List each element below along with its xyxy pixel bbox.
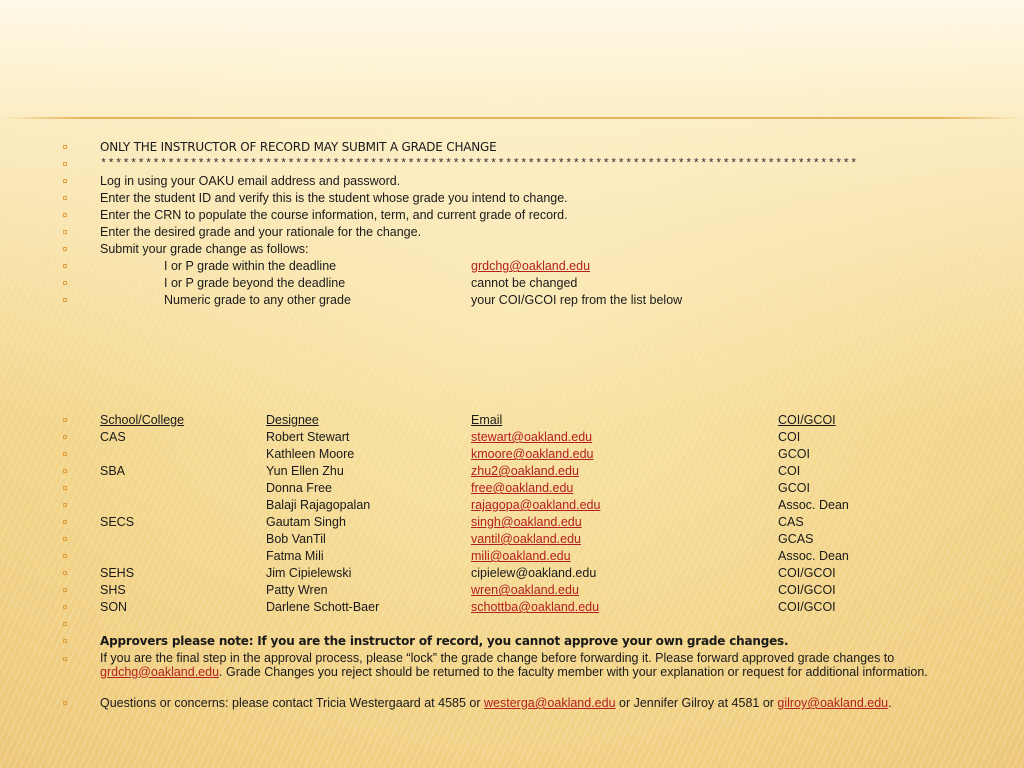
table-cell-school: CAS	[100, 430, 126, 444]
table-cell-designee: Donna Free	[266, 481, 333, 495]
page-title: ONLY THE INSTRUCTOR OF RECORD MAY SUBMIT A GRADE CHANGE	[100, 140, 497, 154]
westerga-email-link[interactable]: westerga@oakland.edu	[484, 696, 616, 710]
bullet-icon: ¤	[62, 534, 68, 544]
final-step-paragraph	[100, 652, 970, 679]
rule-case: I or P grade within the deadline	[164, 259, 337, 273]
bullet-icon: ¤	[62, 210, 68, 220]
table-header-designee: Designee	[266, 413, 319, 427]
table-cell-role: GCOI	[778, 481, 810, 495]
step-item: Enter the desired grade and your rationale for the change.	[100, 225, 422, 239]
table-cell-designee: Kathleen Moore	[266, 447, 355, 461]
table-cell-role: COI/GCOI	[778, 583, 836, 597]
table-cell-email: cipielew@oakland.edu	[471, 566, 597, 580]
rule-case: I or P grade beyond the deadline	[164, 276, 346, 290]
step-item: Enter the CRN to populate the course information, term, and current grade of record.	[100, 208, 568, 222]
bullet-icon: ¤	[62, 698, 68, 708]
table-cell-designee: Patty Wren	[266, 583, 328, 597]
bullet-icon: ¤	[62, 602, 68, 612]
bullet-icon: ¤	[62, 619, 68, 629]
table-cell-designee: Yun Ellen Zhu	[266, 464, 344, 478]
table-cell-school: SBA	[100, 464, 126, 478]
table-cell-role: COI/GCOI	[778, 566, 836, 580]
table-cell-designee: Fatma Mili	[266, 549, 324, 563]
table-cell-designee: Robert Stewart	[266, 430, 350, 444]
table-cell-email-link[interactable]: stewart@oakland.edu	[471, 430, 593, 444]
table-cell-designee: Bob VanTil	[266, 532, 326, 546]
table-cell-designee: Balaji Rajagopalan	[266, 498, 371, 512]
bullet-icon: ¤	[62, 449, 68, 459]
bullet-icon: ¤	[62, 636, 68, 646]
table-cell-email-link[interactable]: singh@oakland.edu	[471, 515, 582, 529]
table-cell-designee: Jim Cipielewski	[266, 566, 352, 580]
table-cell-school: SEHS	[100, 566, 135, 580]
step-item: Submit your grade change as follows:	[100, 242, 309, 256]
final-step-text: If you are the final step in the approval process, please “lock” the grade change before forwarding it. Please forward approved grade changes to	[100, 651, 895, 665]
bullet-icon: ¤	[62, 244, 68, 254]
bullet-icon: ¤	[62, 278, 68, 288]
bullet-icon: ¤	[62, 568, 68, 578]
step-item: Enter the student ID and verify this is the student whose grade you intend to change.	[100, 191, 568, 205]
table-cell-role: Assoc. Dean	[778, 498, 849, 512]
table-cell-email-link[interactable]: wren@oakland.edu	[471, 583, 579, 597]
table-header-role: COI/GCOI	[778, 413, 836, 427]
bullet-icon: ¤	[62, 585, 68, 595]
table-cell-role: GCOI	[778, 447, 810, 461]
table-cell-designee: Darlene Schott-Baer	[266, 600, 380, 614]
table-cell-email-link[interactable]: rajagopa@oakland.edu	[471, 498, 601, 512]
bullet-icon: ¤	[62, 142, 68, 152]
table-cell-email-link[interactable]: schottba@oakland.edu	[471, 600, 600, 614]
step-item: Log in using your OAKU email address and password.	[100, 174, 401, 188]
table-cell-email-link[interactable]: mili@oakland.edu	[471, 549, 571, 563]
bullet-icon: ¤	[62, 159, 68, 169]
table-cell-role: GCAS	[778, 532, 814, 546]
table-cell-school: SECS	[100, 515, 135, 529]
table-cell-email-link[interactable]: free@oakland.edu	[471, 481, 574, 495]
table-cell-role: COI/GCOI	[778, 600, 836, 614]
table-cell-school: SON	[100, 600, 128, 614]
table-header-email: Email	[471, 413, 503, 427]
table-header-school: School/College	[100, 413, 185, 427]
bullet-icon: ¤	[62, 193, 68, 203]
bullet-icon: ¤	[62, 654, 68, 664]
bullet-icon: ¤	[62, 432, 68, 442]
table-cell-role: CAS	[778, 515, 804, 529]
gilroy-email-link[interactable]: gilroy@oakland.edu	[777, 696, 889, 710]
bullet-icon: ¤	[62, 517, 68, 527]
questions-text: or Jennifer Gilroy at 4581 or	[615, 696, 778, 710]
bullet-icon: ¤	[62, 500, 68, 510]
table-cell-email-link[interactable]: kmoore@oakland.edu	[471, 447, 594, 461]
questions-text: .	[888, 696, 892, 710]
bullet-icon: ¤	[62, 483, 68, 493]
table-cell-role: COI	[778, 464, 801, 478]
table-cell-role: Assoc. Dean	[778, 549, 849, 563]
rule-action: cannot be changed	[471, 276, 578, 290]
table-cell-school: SHS	[100, 583, 126, 597]
final-step-text: . Grade Changes you reject should be returned to the faculty member with your explanation or request for additional information.	[219, 664, 928, 679]
bullet-icon: ¤	[62, 176, 68, 186]
questions-paragraph	[100, 696, 892, 710]
bullet-icon: ¤	[62, 227, 68, 237]
table-cell-email-link[interactable]: vantil@oakland.edu	[471, 532, 581, 546]
bullet-icon: ¤	[62, 261, 68, 271]
questions-text: Questions or concerns: please contact Tricia Westergaard at 4585 or	[100, 696, 484, 710]
grdchg-email-link[interactable]: grdchg@oakland.edu	[100, 664, 220, 679]
table-cell-email-link[interactable]: zhu2@oakland.edu	[471, 464, 579, 478]
separator-stars: *****************************************************************************************************	[100, 157, 858, 171]
rule-action: your COI/GCOI rep from the list below	[471, 293, 683, 307]
table-cell-role: COI	[778, 430, 801, 444]
approvers-note: Approvers please note: If you are the instructor of record, you cannot approve your own grade changes.	[100, 634, 789, 648]
bullet-icon: ¤	[62, 551, 68, 561]
rule-case: Numeric grade to any other grade	[164, 293, 351, 307]
table-cell-designee: Gautam Singh	[266, 515, 346, 529]
bullet-icon: ¤	[62, 466, 68, 476]
bullet-icon: ¤	[62, 295, 68, 305]
grdchg-email-link[interactable]: grdchg@oakland.edu	[471, 259, 591, 273]
bullet-icon: ¤	[62, 415, 68, 425]
